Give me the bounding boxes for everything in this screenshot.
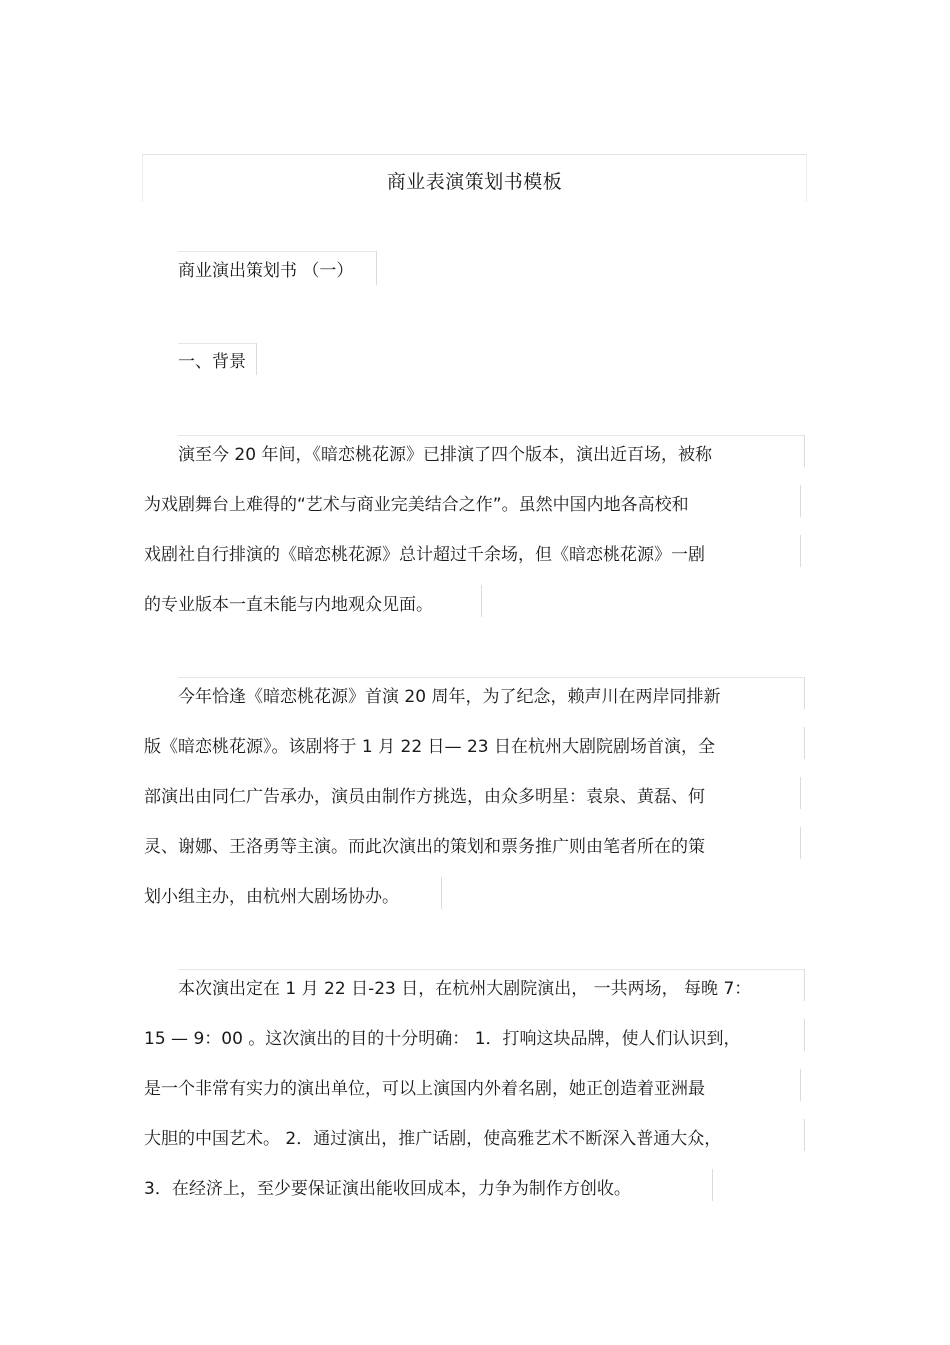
divider	[800, 535, 801, 567]
divider	[178, 343, 256, 344]
divider	[256, 343, 257, 375]
paragraph-line: 部演出由同仁广告承办，演员由制作方挑选，由众多明星：袁泉、黄磊、何	[144, 787, 705, 807]
divider	[800, 485, 801, 517]
title-frame	[142, 154, 807, 202]
paragraph-line: 为戏剧舞台上难得的“艺术与商业完美结合之作”。虽然中国内地各高校和	[144, 495, 689, 515]
divider	[804, 969, 805, 1001]
divider	[712, 1169, 713, 1201]
divider	[804, 435, 805, 467]
divider	[178, 251, 376, 252]
divider	[376, 251, 377, 285]
divider	[481, 585, 482, 617]
paragraph-line: 大胆的中国艺术。 2．通过演出，推广话剧，使高雅艺术不断深入普通大众，	[144, 1129, 722, 1149]
document-subtitle: 商业演出策划书 （一）	[178, 261, 354, 281]
divider	[804, 1019, 805, 1051]
paragraph-line: 的专业版本一直未能与内地观众见面。	[144, 595, 433, 615]
divider	[804, 677, 805, 709]
divider	[178, 435, 804, 436]
paragraph-line: 3．在经济上，至少要保证演出能收回成本，力争为制作方创收。	[144, 1179, 631, 1199]
divider	[804, 1119, 805, 1151]
paragraph-line: 灵、谢娜、王洛勇等主演。而此次演出的策划和票务推广则由笔者所在的策	[144, 837, 705, 857]
document-title: 商业表演策划书模板	[386, 171, 563, 193]
paragraph-line: 戏剧社自行排演的《暗恋桃花源》总计超过千余场，但《暗恋桃花源》一剧	[144, 545, 705, 565]
paragraph-line: 15 — 9：00 。这次演出的目的十分明确： 1．打响这块品牌，使人们认识到，	[144, 1029, 741, 1049]
divider	[800, 777, 801, 809]
paragraph-line: 版《暗恋桃花源》。该剧将于 1 月 22 日— 23 日在杭州大剧院剧场首演，全	[144, 737, 716, 757]
divider	[178, 969, 804, 970]
paragraph-line: 本次演出定在 1 月 22 日-23 日，在杭州大剧院演出， 一共两场， 每晚 7：	[178, 979, 752, 999]
paragraph-line: 划小组主办，由杭州大剧场协办。	[144, 887, 399, 907]
paragraph-line: 演至今 20 年间，《暗恋桃花源》已排演了四个版本，演出近百场，被称	[178, 445, 712, 465]
divider	[800, 1069, 801, 1101]
divider	[178, 677, 804, 678]
divider	[800, 827, 801, 859]
section-heading: 一、背景	[178, 352, 246, 372]
divider	[441, 877, 442, 909]
divider	[804, 727, 805, 759]
paragraph-line: 今年恰逢《暗恋桃花源》首演 20 周年，为了纪念，赖声川在两岸同排新	[178, 687, 721, 707]
paragraph-line: 是一个非常有实力的演出单位，可以上演国内外着名剧，她正创造着亚洲最	[144, 1079, 705, 1099]
